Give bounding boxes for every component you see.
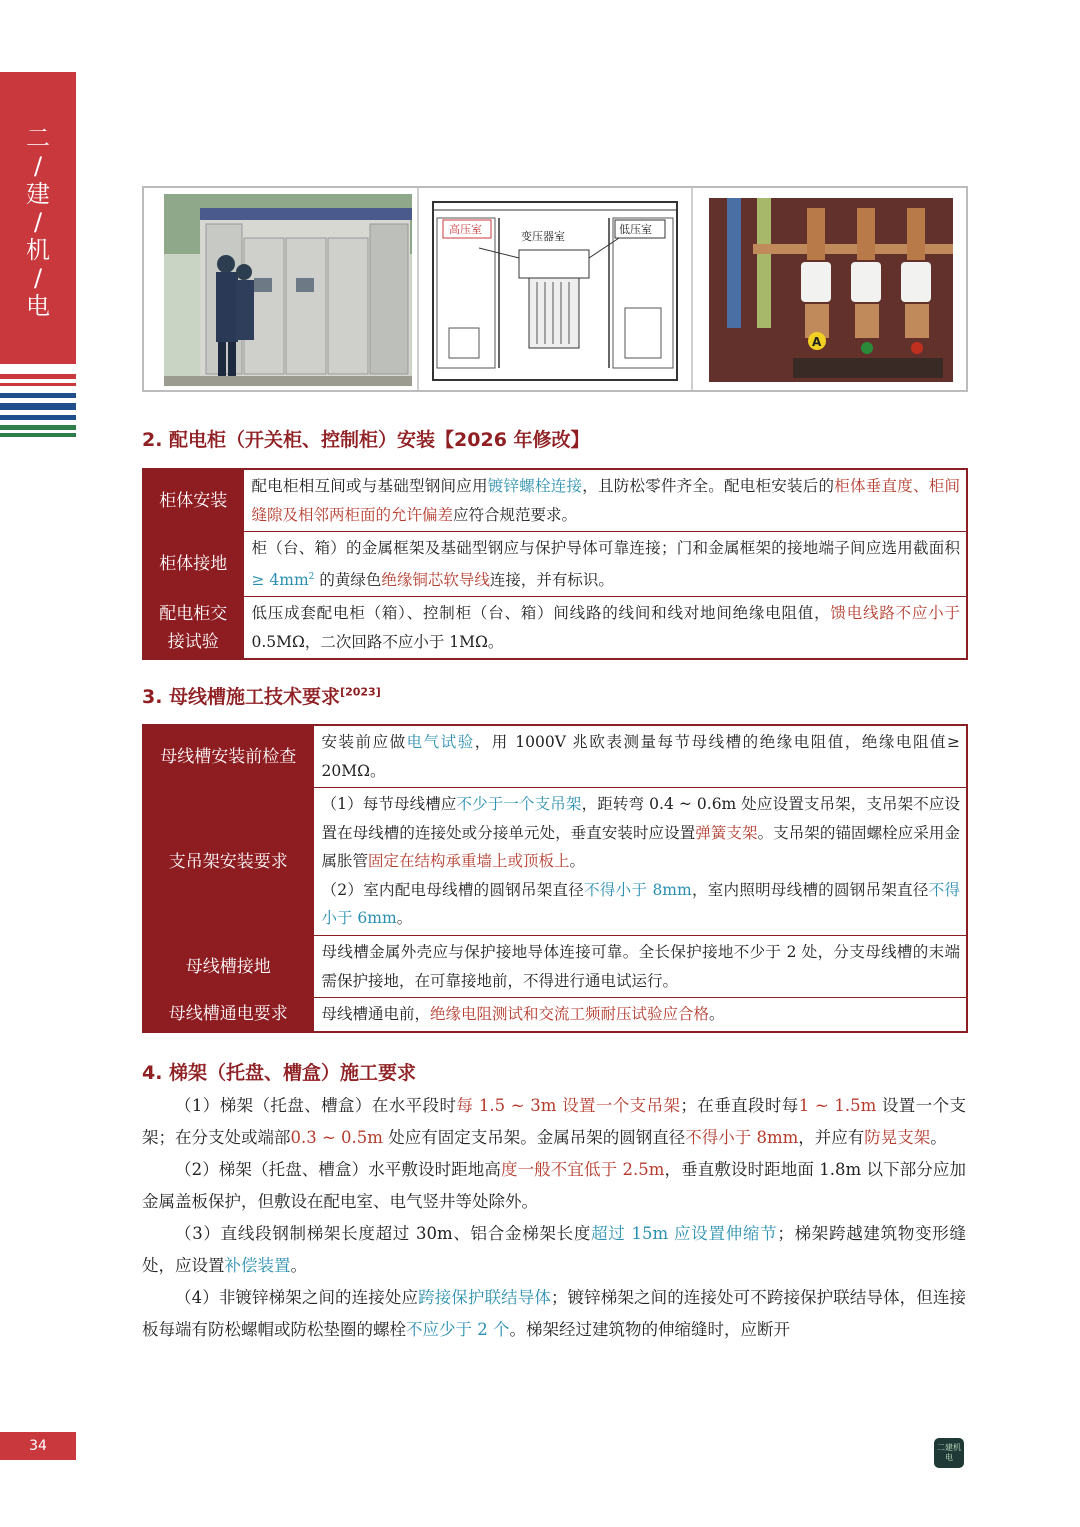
stripe-blue xyxy=(0,415,76,420)
table-row xyxy=(143,469,967,532)
busway-table xyxy=(142,724,968,1033)
paragraph: （4）非镀锌梯架之间的连接处应跨接保护联结导体；镀锌梯架之间的连接处可不跨接保护联结导体，但连接板每端有防松螺帽或防松垫圈的螺栓不应少于 2 个。梯架经过建筑物的伸缩缝时，应断开 xyxy=(142,1288,967,1339)
paragraph: （3）直线段钢制梯架长度超过 30m、铝合金梯架长度超过 15m 应设置伸缩节；梯架跨越建筑物变形缝处，应设置补偿装置。 xyxy=(142,1224,967,1275)
row-text: 母线槽金属外壳应与保护接地导体连接可靠。全长保护接地不少于 2 处，分支母线槽的末端需保护接地，在可靠接地前，不得进行通电试运行。 xyxy=(313,936,967,998)
row-text: （1）每节母线槽应不少于一个支吊架，距转弯 0.4 ~ 0.6m 处应设置支吊架，支吊架不应设置在母线槽的连接处或分接单元处，垂直安装时应设置弹簧支架。支吊架的锚固螺栓应采用金属胀管固定在结构承重墙上或顶板上。 （2）室内配电母线槽的圆钢吊架直径不得小于 8mm，室内照明母线槽的圆钢吊架直径不得小于 6mm。 xyxy=(313,788,967,936)
side-tab-char: / xyxy=(33,152,43,180)
figure-strip xyxy=(142,186,968,392)
row-text: 柜（台、箱）的金属框架及基础型钢应与保护导体可靠连接；门和金属框架的接地端子间应选用截面积≥ $4mm^2$ 的黄绿色绝缘铜芯软导线连接，并有标识。 xyxy=(243,532,967,597)
page-number: 34 xyxy=(0,1432,76,1460)
side-tab xyxy=(0,72,76,364)
stripe-blue xyxy=(0,393,76,398)
row-label: 支吊架安装要求 xyxy=(143,788,313,936)
row-label: 母线槽接地 xyxy=(143,936,313,998)
stripe-blue xyxy=(0,403,76,410)
section4-body xyxy=(142,1090,966,1346)
row-label: 柜体接地 xyxy=(143,532,243,597)
section-heading: 4. 梯架（托盘、槽盒）施工要求 xyxy=(142,1062,417,1084)
side-tab-char: 机 xyxy=(26,236,50,264)
section-heading: 2. 配电柜（开关柜、控制柜）安装【2026 年修改】 xyxy=(142,429,590,451)
row-text: 配电柜相互间或与基础型钢间应用镀锌螺栓连接，且防松零件齐全。配电柜安装后的柜体垂直度、柜间缝隙及相邻两柜面的允许偏差应符合规范要求。 xyxy=(243,469,967,532)
stripe-green xyxy=(0,425,76,430)
switchgear-table xyxy=(142,468,968,660)
label-high-voltage: 高压室 xyxy=(448,223,482,236)
side-tab-char: 建 xyxy=(26,180,50,208)
label-low-voltage: 低压室 xyxy=(618,223,652,236)
label-transformer: 变压器室 xyxy=(520,230,565,243)
phase-a-marker: A xyxy=(812,335,822,349)
side-tab-char: / xyxy=(33,264,43,292)
side-tab-char: 电 xyxy=(26,292,50,320)
table-row xyxy=(143,788,967,936)
side-tab-char: / xyxy=(33,208,43,236)
paragraph: （1）梯架（托盘、槽盒）在水平段时每 1.5 ~ 3m 设置一个支吊架；在垂直段时每1 ~ 1.5m 设置一个支架；在分支处或端部0.3 ~ 0.5m 处应有固定支吊架。金属吊架的圆钢直径不得小于 8mm，并应有防晃支架。 xyxy=(142,1096,967,1147)
table-row xyxy=(143,725,967,788)
substation-diagram xyxy=(419,188,694,390)
row-text: 低压成套配电柜（箱）、控制柜（台、箱）间线路的线间和线对地间绝缘电阻值，馈电线路不应小于 0.5MΩ，二次回路不应小于 1MΩ。 xyxy=(243,597,967,660)
table-row xyxy=(143,532,967,597)
publisher-logo: 二建机电 xyxy=(934,1438,964,1468)
table-row xyxy=(143,597,967,660)
table-row xyxy=(143,936,967,998)
switchgear-photo xyxy=(144,188,419,390)
section-heading: 3. 母线槽施工技术要求[2023] xyxy=(142,685,381,708)
row-text: 母线槽通电前，绝缘电阻测试和交流工频耐压试验应合格。 xyxy=(313,998,967,1032)
side-tab-char: 二 xyxy=(26,124,50,152)
busbar-photo xyxy=(693,188,966,390)
row-text: 安装前应做电气试验，用 1000V 兆欧表测量每节母线槽的绝缘电阻值，绝缘电阻值≥ 20MΩ。 xyxy=(313,725,967,788)
row-label: 柜体安装 xyxy=(143,469,243,532)
row-label: 母线槽安装前检查 xyxy=(143,725,313,788)
stripe-red xyxy=(0,383,76,386)
paragraph: （2）梯架（托盘、槽盒）水平敷设时距地高度一般不宜低于 2.5m，垂直敷设时距地面 1.8m 以下部分应加金属盖板保护，但敷设在配电室、电气竖井等处除外。 xyxy=(142,1160,966,1211)
stripe-red xyxy=(0,374,76,379)
row-label: 母线槽通电要求 xyxy=(143,998,313,1032)
stripe-green xyxy=(0,433,76,437)
row-label: 配电柜交 接试验 xyxy=(143,597,243,660)
table-row xyxy=(143,998,967,1032)
